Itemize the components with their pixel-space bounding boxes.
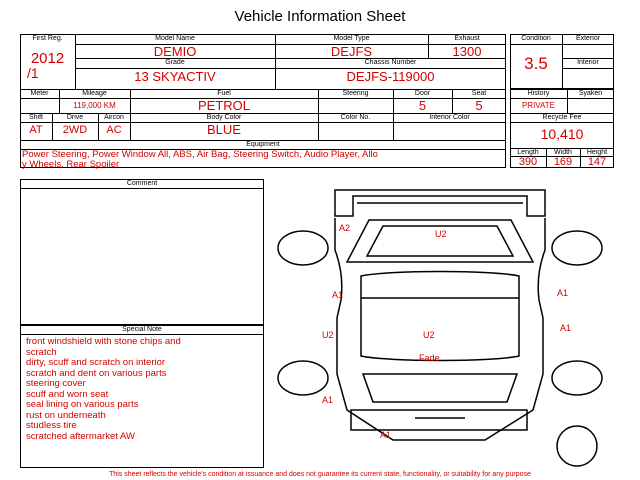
- damage-code: A1: [560, 323, 572, 333]
- door-area: [361, 272, 519, 361]
- damage-code: U2: [423, 330, 435, 340]
- interior-label: Interior: [577, 59, 599, 66]
- steering-label: Steering: [342, 90, 369, 97]
- syaken-label: Syaken: [578, 90, 603, 97]
- body-color-label: Body Color: [206, 114, 242, 121]
- damage-code: A2: [339, 223, 351, 233]
- special-note-line: scratched aftermarket AW: [26, 430, 135, 442]
- special-note-line: rust on underneath: [26, 409, 106, 421]
- equipment-line-1: Power Steering, Power Window All, ABS, Air Bag, Steering Switch, Audio Player, Allo: [22, 149, 378, 160]
- shift-label: Shift: [28, 114, 43, 121]
- color-no-label: Color No.: [340, 114, 371, 121]
- model-name-value: DEMIO: [153, 44, 197, 59]
- width-label: Width: [554, 149, 572, 156]
- length-value: 390: [518, 156, 538, 168]
- interior-color-label: Interior Color: [429, 114, 470, 121]
- mileage-value: 119,000 KM: [73, 101, 116, 110]
- front-left-wheel-icon: [278, 231, 328, 265]
- disclaimer: This sheet reflects the vehicle's condition at issuance and does not guarantee its current state, functionality, or suitability for any purpose: [109, 471, 531, 478]
- condition-value: 3.5: [524, 54, 548, 73]
- special-note-label: Special Note: [122, 326, 162, 333]
- chassis-label: Chassis Number: [364, 59, 417, 66]
- recycle-fee-label: Recycle Fee: [542, 114, 582, 121]
- seat-label: Seat: [471, 90, 487, 97]
- fuel-label: Fuel: [217, 90, 231, 97]
- special-note-line: studless tire: [26, 420, 77, 431]
- grade-label: Grade: [165, 59, 185, 66]
- spare-wheel-icon: [557, 426, 597, 466]
- history-label: History: [527, 90, 550, 97]
- shift-value: AT: [29, 124, 43, 136]
- height-label: Height: [586, 149, 608, 156]
- drive-value: 2WD: [62, 124, 88, 136]
- drive-label: Drive: [66, 114, 84, 121]
- first-reg-label: First Reg.: [32, 35, 63, 42]
- rear-bumper-outline: [351, 410, 527, 430]
- damage-code: A1: [380, 430, 392, 440]
- damage-code: U2: [435, 229, 447, 239]
- special-note-line: scuff and worn seat: [26, 388, 109, 400]
- special-note-line: front windshield with stone chips and: [26, 336, 181, 347]
- left-side-outline: [335, 218, 543, 440]
- condition-label: Condition: [521, 35, 551, 42]
- exhaust-value: 1300: [452, 44, 482, 59]
- fuel-value: PETROL: [197, 98, 250, 113]
- first-reg-month: /1: [27, 65, 39, 81]
- special-note-line: steering cover: [26, 378, 86, 389]
- length-label: Length: [517, 149, 539, 156]
- exterior-label: Exterior: [575, 35, 601, 42]
- model-type-label: Model Type: [333, 35, 370, 42]
- exhaust-label: Exhaust: [454, 35, 480, 42]
- sheet-title: Vehicle Information Sheet: [234, 8, 406, 25]
- damage-code: A1: [332, 290, 344, 300]
- special-note-line: scratch: [26, 346, 57, 358]
- model-name-label: Model Name: [155, 35, 195, 42]
- door-value: 5: [418, 98, 427, 113]
- special-note-list: [26, 337, 181, 442]
- history-value: PRIVATE: [521, 101, 556, 110]
- rear-left-wheel-icon: [278, 361, 328, 395]
- height-value: 147: [587, 156, 607, 168]
- equipment-line-2: y Wheels, Rear Spoiler: [22, 159, 120, 170]
- comment-label: Comment: [126, 180, 158, 187]
- damage-code: U2: [322, 330, 334, 340]
- grade-value: 13 SKYACTIV: [134, 69, 216, 84]
- chassis-value: DEJFS-119000: [346, 69, 435, 84]
- rear-right-wheel-icon: [552, 361, 602, 395]
- damage-code: A1: [557, 288, 569, 298]
- door-label: Door: [414, 90, 431, 97]
- width-value: 169: [553, 156, 573, 168]
- aircon-label: Aircon: [104, 114, 124, 121]
- first-reg-year: 2012: [30, 50, 65, 67]
- body-color-value: BLUE: [207, 122, 241, 137]
- model-type-value: DEJFS: [330, 44, 373, 59]
- comment-box: [20, 179, 264, 325]
- aircon-value: AC: [106, 124, 122, 136]
- seat-value: 5: [475, 98, 483, 113]
- mileage-label: Mileage: [82, 90, 107, 97]
- recycle-fee-value: 10,410: [540, 126, 584, 142]
- front-right-wheel-icon: [552, 231, 602, 265]
- special-note-line: scratch and dent on various parts: [26, 367, 167, 379]
- equipment-label: Equipment: [246, 141, 280, 148]
- damage-code: Fade: [419, 353, 440, 363]
- rear-window-outline: [363, 374, 517, 402]
- special-note-line: seal lining on various parts: [26, 399, 139, 410]
- special-note-line: dirty, scuff and scratch on interior: [26, 357, 166, 368]
- damage-code: A1: [322, 395, 334, 405]
- right-side-outline: [538, 218, 545, 374]
- meter-label: Meter: [30, 90, 49, 97]
